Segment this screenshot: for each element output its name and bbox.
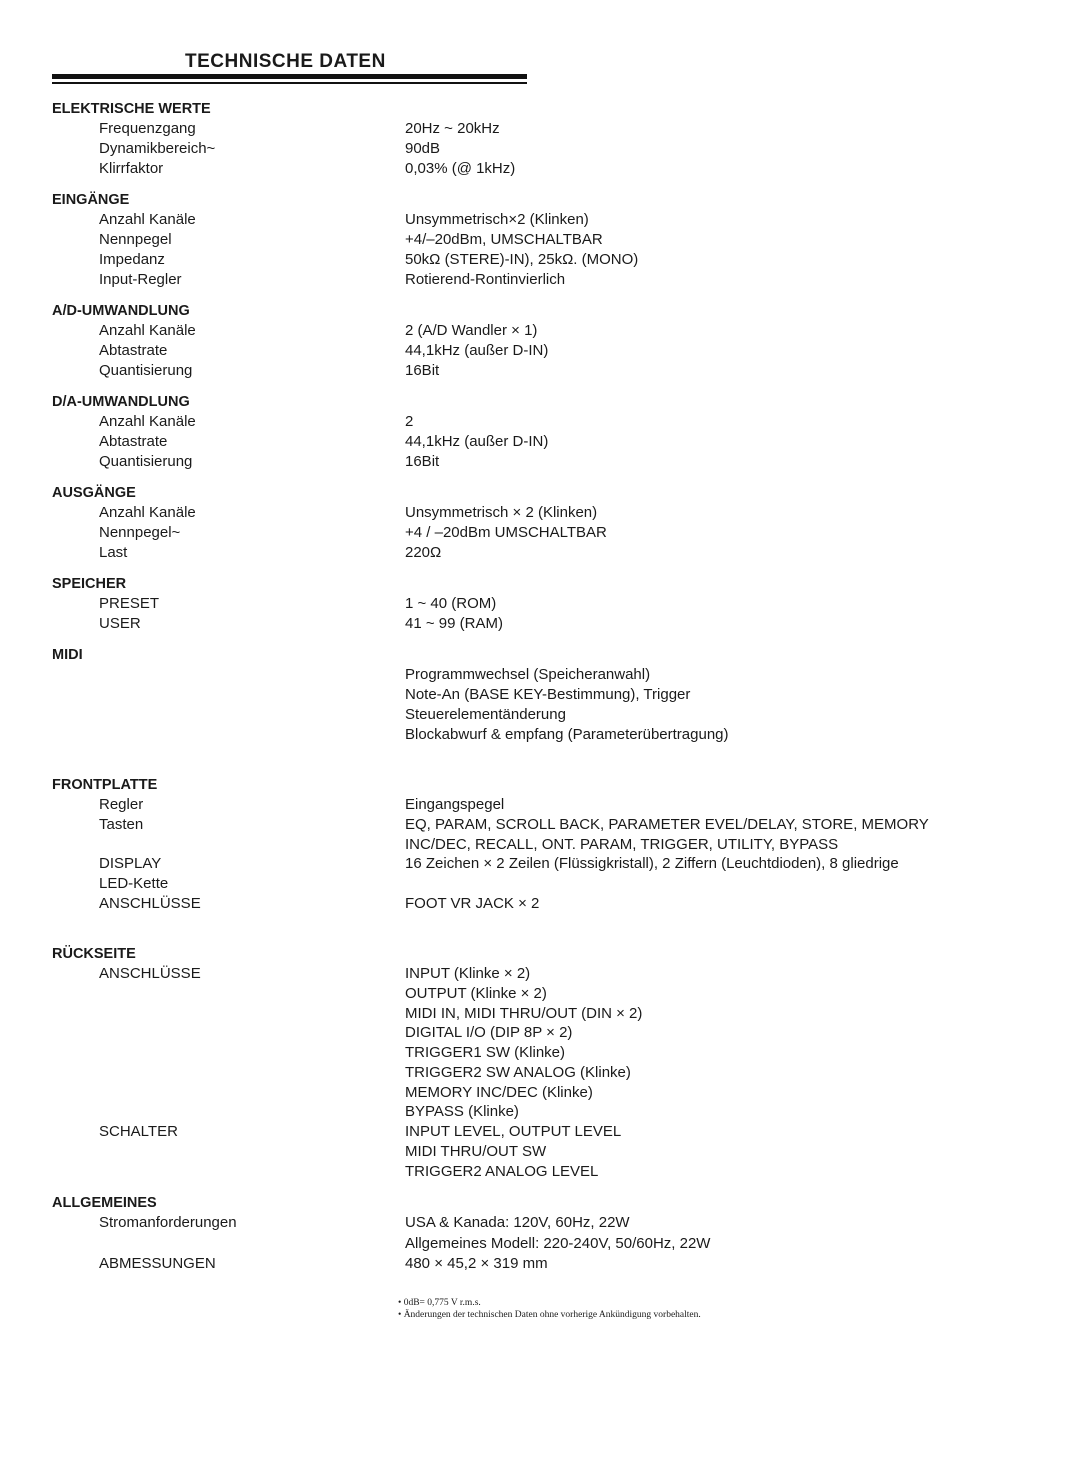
section-heading: AUSGÄNGE: [52, 485, 136, 501]
spec-value: OUTPUT (Klinke × 2): [405, 985, 547, 1002]
spec-label: Anzahl Kanäle: [99, 211, 196, 228]
spec-label: Quantisierung: [99, 362, 193, 379]
spec-label: Dynamikbereich~: [99, 140, 216, 157]
spec-value: EQ, PARAM, SCROLL BACK, PARAMETER EVEL/DELAY, STORE, MEMORY: [405, 816, 929, 833]
spec-value: 480 × 45,2 × 319 mm: [405, 1255, 548, 1272]
spec-value: MIDI IN, MIDI THRU/OUT (DIN × 2): [405, 1005, 643, 1022]
spec-label: Abtastrate: [99, 433, 168, 450]
footnote: • 0dB= 0,775 V r.m.s.: [398, 1298, 481, 1308]
spec-value: 44,1kHz (außer D-IN): [405, 433, 549, 450]
section-heading: SPEICHER: [52, 576, 127, 592]
spec-value: 220Ω: [405, 544, 442, 561]
spec-value: Blockabwurf & empfang (Parameterübertragung): [405, 726, 729, 743]
spec-label: ANSCHLÜSSE: [99, 965, 201, 982]
section-heading: A/D-UMWANDLUNG: [52, 303, 190, 319]
title-rule-thick: [52, 74, 527, 79]
spec-value: 2: [405, 413, 414, 430]
spec-value: MIDI THRU/OUT SW: [405, 1143, 547, 1160]
spec-value: MEMORY INC/DEC (Klinke): [405, 1084, 593, 1101]
spec-value: +4/–20dBm, UMSCHALTBAR: [405, 231, 603, 248]
section-heading: FRONTPLATTE: [52, 777, 158, 793]
spec-label: Nennpegel~: [99, 524, 181, 541]
spec-label: SCHALTER: [99, 1123, 178, 1140]
spec-value: Rotierend-Rontinvierlich: [405, 271, 566, 288]
spec-value: 16Bit: [405, 362, 440, 379]
spec-value: Programmwechsel (Speicheranwahl): [405, 666, 651, 683]
spec-label: Klirrfaktor: [99, 160, 164, 177]
spec-value: 41 ~ 99 (RAM): [405, 615, 503, 632]
spec-label: Regler: [99, 796, 144, 813]
spec-value: Eingangspegel: [405, 796, 505, 813]
spec-label: ABMESSUNGEN: [99, 1255, 216, 1272]
spec-label: USER: [99, 615, 141, 632]
page-title: TECHNISCHE DATEN: [185, 51, 386, 72]
spec-value: Unsymmetrisch×2 (Klinken): [405, 211, 589, 228]
title-rule-thin: [52, 82, 527, 84]
spec-label: Frequenzgang: [99, 120, 196, 137]
footnote: • Änderungen der technischen Daten ohne vorherige Ankündigung vorbehalten.: [398, 1310, 701, 1320]
spec-value: INPUT (Klinke × 2): [405, 965, 531, 982]
spec-value: BYPASS (Klinke): [405, 1103, 519, 1120]
spec-value: DIGITAL I/O (DIP 8P × 2): [405, 1024, 573, 1041]
spec-value: TRIGGER2 SW ANALOG (Klinke): [405, 1064, 631, 1081]
spec-value: 50kΩ (STERE)-IN), 25kΩ. (MONO): [405, 251, 639, 268]
spec-value: 20Hz ~ 20kHz: [405, 120, 500, 137]
spec-value: 1 ~ 40 (ROM): [405, 595, 497, 612]
section-heading: EINGÄNGE: [52, 192, 130, 208]
spec-label: Stromanforderungen: [99, 1214, 237, 1231]
spec-value: Note-An (BASE KEY-Bestimmung), Trigger: [405, 686, 691, 703]
spec-label: Anzahl Kanäle: [99, 413, 196, 430]
spec-value: INPUT LEVEL, OUTPUT LEVEL: [405, 1123, 622, 1140]
spec-label: LED-Kette: [99, 875, 169, 892]
spec-value: 16Bit: [405, 453, 440, 470]
spec-label: PRESET: [99, 595, 160, 612]
spec-label: Abtastrate: [99, 342, 168, 359]
spec-label: Anzahl Kanäle: [99, 322, 196, 339]
spec-value: 0,03% (@ 1kHz): [405, 160, 516, 177]
spec-value: +4 / –20dBm UMSCHALTBAR: [405, 524, 607, 541]
spec-value: 16 Zeichen × 2 Zeilen (Flüssigkristall), 2 Ziffern (Leuchtdioden), 8 gliedrige: [405, 855, 899, 872]
spec-value: 2 (A/D Wandler × 1): [405, 322, 538, 339]
section-heading: D/A-UMWANDLUNG: [52, 394, 190, 410]
spec-value: TRIGGER2 ANALOG LEVEL: [405, 1163, 599, 1180]
spec-value: TRIGGER1 SW (Klinke): [405, 1044, 566, 1061]
section-heading: MIDI: [52, 647, 83, 663]
spec-value: Unsymmetrisch × 2 (Klinken): [405, 504, 598, 521]
spec-label: Tasten: [99, 816, 144, 833]
spec-label: Nennpegel: [99, 231, 172, 248]
spec-value: FOOT VR JACK × 2: [405, 895, 540, 912]
spec-label: DISPLAY: [99, 855, 162, 872]
spec-label: Input-Regler: [99, 271, 182, 288]
spec-value: USA & Kanada: 120V, 60Hz, 22W: [405, 1214, 630, 1231]
spec-label: Last: [99, 544, 128, 561]
spec-value: 44,1kHz (außer D-IN): [405, 342, 549, 359]
section-heading: RÜCKSEITE: [52, 946, 136, 962]
spec-value: INC/DEC, RECALL, ONT. PARAM, TRIGGER, UTILITY, BYPASS: [405, 836, 839, 853]
section-heading: ALLGEMEINES: [52, 1195, 157, 1211]
section-heading: ELEKTRISCHE WERTE: [52, 101, 211, 117]
spec-value: Allgemeines Modell: 220-240V, 50/60Hz, 22W: [405, 1235, 711, 1252]
spec-value: Steuerelementänderung: [405, 706, 566, 723]
spec-label: ANSCHLÜSSE: [99, 895, 201, 912]
spec-value: 90dB: [405, 140, 441, 157]
spec-label: Impedanz: [99, 251, 165, 268]
spec-label: Quantisierung: [99, 453, 193, 470]
spec-label: Anzahl Kanäle: [99, 504, 196, 521]
